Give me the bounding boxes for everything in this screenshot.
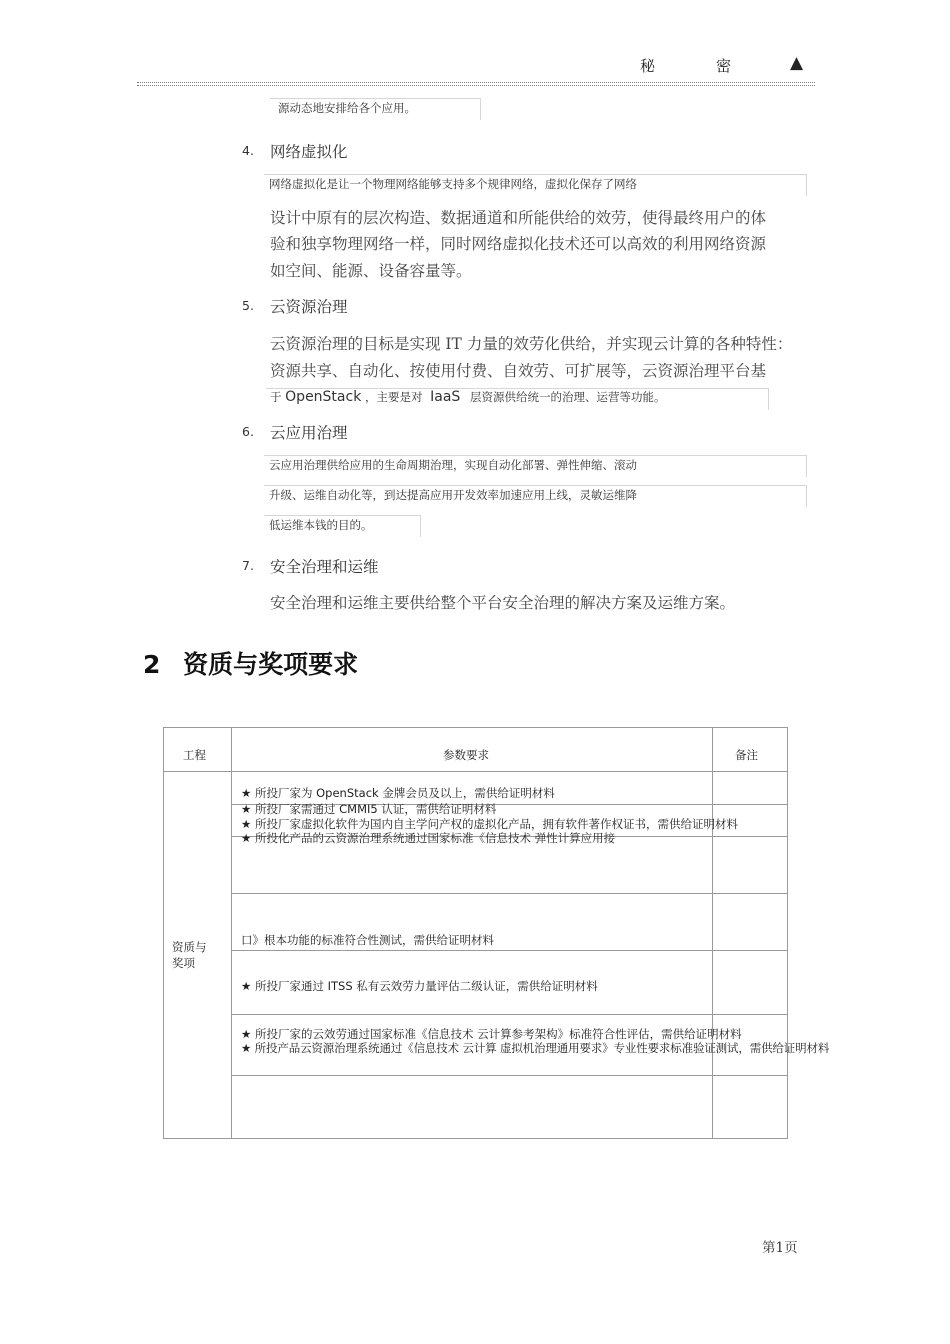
table-item: ★ 所投厂家的云效劳通过国家标准《信息技术 云计算参考架构》标准符合性评估，需供给证明材料: [241, 1027, 742, 1041]
table-row-divider: [231, 950, 788, 951]
table-item: ★ 所投厂家为 OpenStack 金牌会员及以上，需供给证明材料: [241, 786, 555, 800]
section-6-line-1: 云应用治理供给应用的生命周期治理，实现自动化部署、弹性伸缩、滚动: [264, 455, 807, 477]
chapter-number: 2: [143, 650, 161, 679]
table-col-divider-2: [712, 727, 713, 1139]
section-7-number: 7.: [242, 558, 254, 573]
table-col-divider-1: [231, 727, 232, 1139]
section-4-line-3: 如空间、能源、设备容量等。: [270, 262, 472, 280]
section-4-number: 4.: [242, 143, 254, 158]
table-header-project: 工程: [183, 748, 206, 762]
page-number: 第1页: [762, 1240, 798, 1256]
table-header-notes: 备注: [735, 748, 758, 762]
section-5-number: 5.: [242, 298, 254, 313]
header-divider: [137, 82, 815, 86]
table-item: ★ 所投厂家需通过 CMMI5 认证，需供给证明材料: [241, 802, 497, 816]
table-row-divider: [231, 1014, 788, 1015]
table-item: ★ 所投厂家通过 ITSS 私有云效劳力量评估二级认证，需供给证明材料: [241, 979, 598, 993]
header-classification-2: 密: [716, 57, 732, 75]
section-5-title: 云资源治理: [270, 298, 348, 316]
section-4-line-2: 验和独享物理网络一样，同时网络虚拟化技术还可以高效的利用网络资源: [270, 235, 767, 253]
section-6-line-2: 升级、运维自动化等，到达提高应用开发效率加速应用上线，灵敏运维降: [264, 485, 807, 507]
table-item: ★ 所投厂家虚拟化软件为国内自主学问产权的虚拟化产品，拥有软件著作权证书，需供给证明材料: [241, 817, 738, 831]
section-6-line-3: 低运维本钱的目的。: [264, 515, 421, 537]
table-item: 口》根本功能的标准符合性测试，需供给证明材料: [241, 933, 494, 947]
section-5-line-3: 于 OpenStack ，主要是对 IaaS 层资源供给统一的治理、运营等功能。: [266, 388, 769, 410]
section-4-title: 网络虚拟化: [270, 143, 348, 161]
chapter-heading: [143, 645, 358, 681]
table-item: ★ 所投产品云资源治理系统通过《信息技术 云计算 虚拟机治理通用要求》专业性要求标准验证测试，需供给证明材料: [241, 1041, 830, 1055]
section-5-line-1: 云资源治理的目标是实现 IT 力量的效劳化供给，并实现云计算的各种特性：: [270, 335, 793, 353]
section-5-line-2: 资源共享、自动化、按使用付费、自效劳、可扩展等，云资源治理平台基: [270, 362, 767, 380]
section-4-first-line: 网络虚拟化是让一个物理网络能够支持多个规律网络，虚拟化保存了网络: [264, 174, 807, 196]
section-7-line-1: 安全治理和运维主要供给整个平台安全治理的解决方案及运维方案。: [270, 594, 736, 612]
section-4-line-1: 设计中原有的层次构造、数据通道和所能供给的效劳，使得最终用户的体: [270, 209, 767, 227]
section-6-number: 6.: [242, 424, 254, 439]
section-6-title: 云应用治理: [270, 424, 348, 442]
table-header-params: 参数要求: [443, 748, 489, 762]
section-7-title: 安全治理和运维: [270, 558, 379, 576]
table-header-divider: [163, 771, 788, 772]
table-item: ★ 所投化产品的云资源治理系统通过国家标准《信息技术 弹性计算应用接: [241, 831, 616, 845]
header-classification-1: 秘: [640, 57, 656, 75]
triangle-icon: ▲: [790, 53, 804, 73]
table-category-line-1: 资质与: [172, 940, 207, 954]
table-row-divider: [231, 893, 788, 894]
table-category-line-2: 奖项: [172, 956, 195, 970]
intro-fragment: 源动态地安排给各个应用。: [270, 98, 481, 120]
table-row-divider: [231, 1075, 788, 1076]
chapter-title: 资质与奖项要求: [183, 650, 359, 679]
